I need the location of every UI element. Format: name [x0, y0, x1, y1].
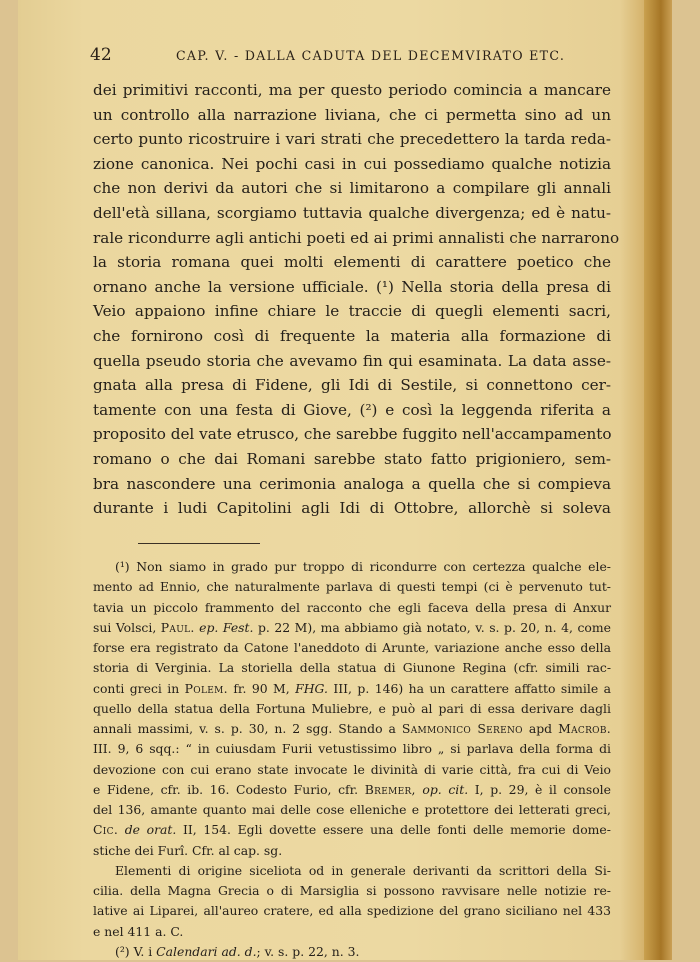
text-line: bra nascondere una cerimonia analoga a quella che si compieva [93, 474, 611, 493]
main-text [93, 78, 620, 521]
footnote-line: lative ai Liparei, all'aureo cratere, ed alla spedizione del grano siciliano nel 433 [93, 903, 611, 919]
footnote-line: Cic. de orat. II, 154. Egli dovette essere una delle fonti delle memorie dome- [93, 822, 611, 838]
footnote-line: storia di Verginia. La storiella della statua di Giunone Regina (cfr. simili rac- [93, 660, 611, 676]
text-line: zione canonica. Nei pochi casi in cui possediamo qualche notizia [93, 154, 611, 173]
footnote-line: e Fidene, cfr. ib. 16. Codesto Furio, cfr. Bremer, op. cit. I, p. 29, è il console [93, 781, 611, 797]
footnotes [93, 557, 611, 962]
text-line: che fornirono così di frequente la materia alla formazione di [93, 326, 611, 345]
text-line: la storia romana quei molti elementi di carattere poetico che [93, 253, 611, 272]
text-line: un controllo alla narrazione liviana, che ci permetta sino ad un [93, 105, 611, 124]
text-line: Veio appaiono infine chiare le traccie di quegli elementi sacri, [93, 302, 611, 321]
footnote-line: cilia. della Magna Grecia o di Marsiglia si possono ravvisare nelle notizie re- [93, 883, 611, 898]
footnote-line: annali massimi, v. s. p. 30, n. 2 sgg. Stando a Sammonico Sereno apd Macrob. [93, 721, 611, 736]
text-line: tamente con una festa di Giove, (²) e così la leggenda riferita a [93, 400, 611, 419]
book-page [18, 0, 672, 960]
footnote-line: conti greci in Polem. fr. 90 M, FHG. III, p. 146) ha un carattere affatto simile a [93, 680, 611, 696]
running-head: CAP. V. - DALLA CADUTA DEL DECEMVIRATO ETC. [176, 48, 566, 63]
author-abbrev: Paul. [160, 619, 195, 635]
footnote-line: stiche dei Furî. Cfr. al cap. sg. [93, 842, 283, 858]
footnote-line: (¹) Non siamo in grado pur troppo di ricondurre con certezza qualche ele- [115, 559, 611, 574]
text-line: dell'età sillana, scorgiamo tuttavia qualche divergenza; ed è natu- [93, 203, 611, 222]
footnote-line: (²) V. i Calendari ad. d.; v. s. p. 22, n. 3. [115, 943, 360, 959]
text-line: dei primitivi racconti, ma per questo periodo comincia a mancare [93, 81, 611, 99]
footnote-line: III. 9, 6 sqq.: “ in cuiusdam Furii vetustissimo libro „ si parlava della forma di [93, 741, 611, 757]
footnote-line: sui Volsci, Paul. ep. Fest. p. 22 M), ma abbiamo già notato, v. s. p. 20, n. 4, come [93, 619, 611, 635]
footnote-line: tavia un piccolo frammento del racconto che egli faceva della presa di Anxur [93, 599, 611, 615]
text-line: quella pseudo storia che avevamo fin qui esaminata. La data asse- [93, 351, 611, 370]
footnote-line: forse era registrato da Catone l'aneddoto di Arunte, variazione anche esso della [93, 640, 611, 655]
text-line: ornano anche la versione ufficiale. (¹) Nella storia della presa di [93, 277, 611, 296]
text-line: gnata alla presa di Fidene, gli Idi di Sestile, si connettono cer- [93, 376, 611, 395]
footnote-line: del 136, amante quanto mai delle cose elleniche e protettore dei letterati greci, [93, 802, 611, 817]
author-abbrev: Cic. [93, 822, 119, 838]
footnote-separator [138, 543, 260, 544]
text-line: rale ricondurre agli antichi poeti ed ai primi annalisti che narrarono [93, 228, 620, 247]
work-title: de orat. [124, 822, 177, 838]
text-line: proposito del vate etrusco, che sarebbe fuggito nell'accampamento [93, 425, 612, 444]
footnote-line: e nel 411 a. C. [93, 923, 184, 939]
text-line: romano o che dai Romani sarebbe stato fatto prigioniero, sem- [93, 449, 611, 468]
work-title: ep. Fest. [199, 619, 254, 635]
text-line: durante i ludi Capitolini agli Idi di Ottobre, allorchè si soleva [93, 499, 611, 518]
footnote-line: mento ad Ennio, che naturalmente parlava di questi tempi (ci è pervenuto tut- [93, 579, 611, 595]
author-abbrev: Macrob. [558, 721, 611, 736]
work-title: Calendari ad. d. [156, 943, 257, 959]
page-number: 42 [90, 45, 112, 65]
page-header [90, 45, 610, 67]
text-line: che non derivi da autori che si limitarono a compilare gli annali [93, 179, 611, 198]
footnote-line: devozione con cui erano state invocate le divinità di varie città, fra cui di Veio [93, 761, 611, 777]
footnote-line: Elementi di origine siceliota od in generale derivanti da scrittori della Si- [115, 862, 611, 878]
footnote-line: quello della statua della Fortuna Muliebre, e può al pari di essa derivare dagli [93, 700, 611, 716]
author-abbrev: Polem. [184, 680, 228, 696]
text-line: certo punto ricostruire i vari strati che precedettero la tarda reda- [93, 130, 611, 149]
page-edge [644, 0, 672, 960]
work-title: op. cit. [422, 781, 469, 797]
author-name: Bremer, [364, 781, 416, 797]
work-title: FHG. [295, 680, 328, 696]
author-name: Sammonico Sereno [401, 721, 523, 736]
